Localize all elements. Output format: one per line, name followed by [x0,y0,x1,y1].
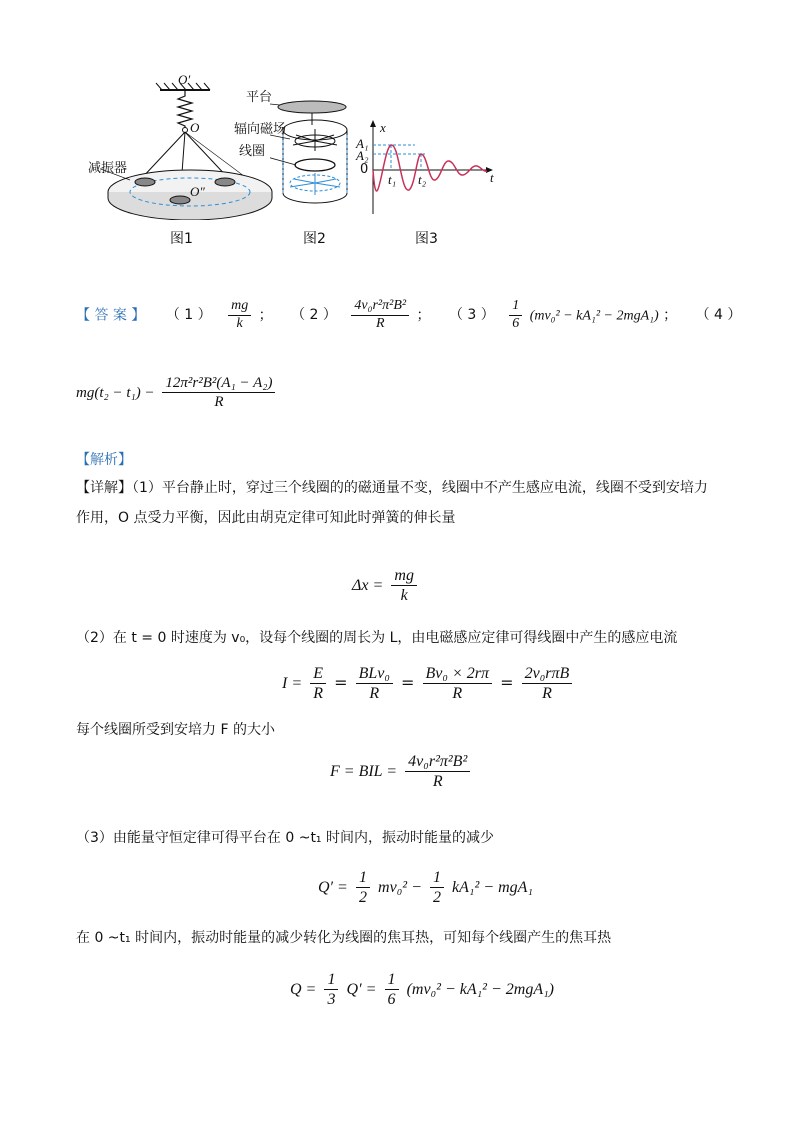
equation-joule-heat-f1-num: 1 [324,970,338,990]
equation-delta-x-denominator: k [400,587,408,605]
analysis-part-3-text: （3）由能量守恒定律可得平台在 0 ~t₁ 时间内，振动时能量的减少 [76,830,494,846]
answer-3-coefficient [509,298,522,333]
label-radial-field: 辐向磁场 [234,122,287,137]
figure-3-damped-oscillation-graph [355,118,495,218]
equation-ampere-force-fraction [405,752,470,791]
answer-1-denominator: k [236,315,243,331]
answer-3-coefficient-numerator: 1 [509,298,522,316]
equation-current-f4 [522,664,573,703]
equation-current-f2-num: BLv₀ [356,664,393,684]
answer-1-numerator: mg [228,298,251,316]
label-coil: 线圈 [239,144,266,159]
answer-2-fraction [351,298,409,333]
equation-energy-loss-f1-num: 1 [356,868,370,888]
label-a2: A₂ [356,148,369,163]
answer-4-fraction [162,374,275,411]
equation-joule-heat-f1-den: 3 [327,991,336,1009]
equation-ampere-force-num: 4v₀r²π²B² [405,752,470,772]
answer-line-2 [76,374,278,411]
equation-current-f1-num: E [310,664,326,684]
answer-2-numerator: 4v₀r²π²B² [351,298,409,316]
equation-joule-heat-f2 [385,970,399,1009]
equation-delta-x-numerator: mg [391,566,417,586]
equation-current [282,664,575,703]
analysis-detail-line-2: 作用，O 点受力平衡，因此由胡克定律可知此时弹簧的伸长量 [76,510,456,526]
equation-energy-loss-f2-den: 2 [432,889,441,907]
equation-energy-loss-f1-den: 2 [358,889,367,907]
label-t1: t₁ [388,172,397,187]
equation-current-f1 [310,664,326,703]
answer-part-4-index: （ 4 ） [695,307,742,324]
answer-1-fraction [228,298,251,333]
equation-current-f3-num: Bv₀ × 2rπ [423,664,492,684]
equation-current-f2-den: R [369,685,380,703]
analysis-tag: 【解析】 [76,452,132,468]
answer-3-coefficient-denominator: 6 [512,315,520,331]
equation-current-f4-den: R [542,685,552,703]
equation-joule-heat-f2-num: 1 [385,970,399,990]
figure-2-caption: 图2 [303,231,326,247]
equation-joule-heat-lhs: Q = [290,981,317,999]
equation-energy-loss-f2-num: 1 [430,868,444,888]
analysis-part-2-text: （2）在 t = 0 时速度为 v₀，设每个线圈的周长为 L，由电磁感应定律可得线圈中产生的感应电流 [76,630,678,646]
equation-joule-heat-f1 [324,970,338,1009]
answer-2-denominator: R [375,315,385,331]
answer-4-lead: mg(t₂ − t₁) − [76,385,155,401]
equation-delta-x-lhs: Δx = [352,577,384,595]
answer-part-1-index: （ 1 ） [165,307,212,324]
label-axis-x: x [380,120,386,135]
answer-4-denominator: R [214,394,224,410]
equation-joule-heat-f2-den: 6 [387,991,396,1009]
equation-current-f4-num: 2v₀rπB [522,664,573,684]
equation-current-f3-den: R [452,685,463,703]
label-zero: 0 [360,162,369,177]
equation-ampere-force-lhs: F = BIL = [330,763,398,781]
equation-current-eq1: = [334,673,348,693]
figure-3-caption: 图3 [415,231,438,247]
equation-delta-x-fraction [391,566,417,605]
answer-tag: 【 答 案 】 [76,307,146,324]
answer-separator-2: ； [416,307,431,324]
equation-joule-heat [290,970,554,1009]
equation-current-lhs: I = [282,675,303,693]
label-a1: A₁ [356,136,369,151]
equation-ampere-force-den: R [432,773,443,791]
figure-2-magnetic-field-diagram [270,95,360,210]
label-platform: 平台 [246,90,273,105]
equation-ampere-force [330,752,473,791]
label-axis-t: t [490,170,494,185]
answer-part-3-index: （ 3 ） [448,307,495,324]
equation-delta-x [352,566,420,605]
equation-energy-loss-m2: kA₁² − mgA₁ [452,879,533,897]
analysis-part-3-text-2: 在 0 ~t₁ 时间内，振动时能量的减少转化为线圈的焦耳热，可知每个线圈产生的焦耳热 [76,930,612,946]
label-damper: 减振器 [88,161,128,176]
equation-current-eq2: = [401,673,415,693]
equation-energy-loss-m1: mv₀² − [378,879,422,897]
equation-energy-loss-f1 [356,868,370,907]
figure-1-caption: 图1 [170,231,193,247]
answer-separator-1: ； [258,307,273,324]
equation-joule-heat-rhs: (mv₀² − kA₁² − 2mgA₁) [406,981,554,999]
equation-energy-loss-lhs: Q′ = [318,879,348,897]
answer-3-body: (mv₀² − kA₁² − 2mgA₁) [529,308,659,324]
equation-joule-heat-mid: Q′ = [346,981,377,999]
answer-4-numerator: 12π²r²B²(A₁ − A₂) [162,374,275,393]
equation-current-eq3: = [500,673,514,693]
equation-energy-loss-f2 [430,868,444,907]
equation-current-f1-den: R [313,685,323,703]
answer-line-1 [76,298,741,333]
answer-separator-3: ； [663,307,678,324]
label-t2: t₂ [418,172,427,187]
label-o-prime: O′ [178,72,191,87]
label-o-double-prime: O″ [190,184,205,199]
analysis-detail-line-1: 【详解】（1）平台静止时，穿过三个线圈的的磁通量不变，线圈中不产生感应电流，线圈不受到安培力 [76,480,708,496]
equation-energy-loss [318,868,533,907]
analysis-part-2-text-2: 每个线圈所受到安培力 F 的大小 [76,722,275,738]
answer-part-2-index: （ 2 ） [291,307,337,324]
label-o: O [190,120,200,135]
equation-current-f3 [423,664,492,703]
equation-current-f2 [356,664,393,703]
